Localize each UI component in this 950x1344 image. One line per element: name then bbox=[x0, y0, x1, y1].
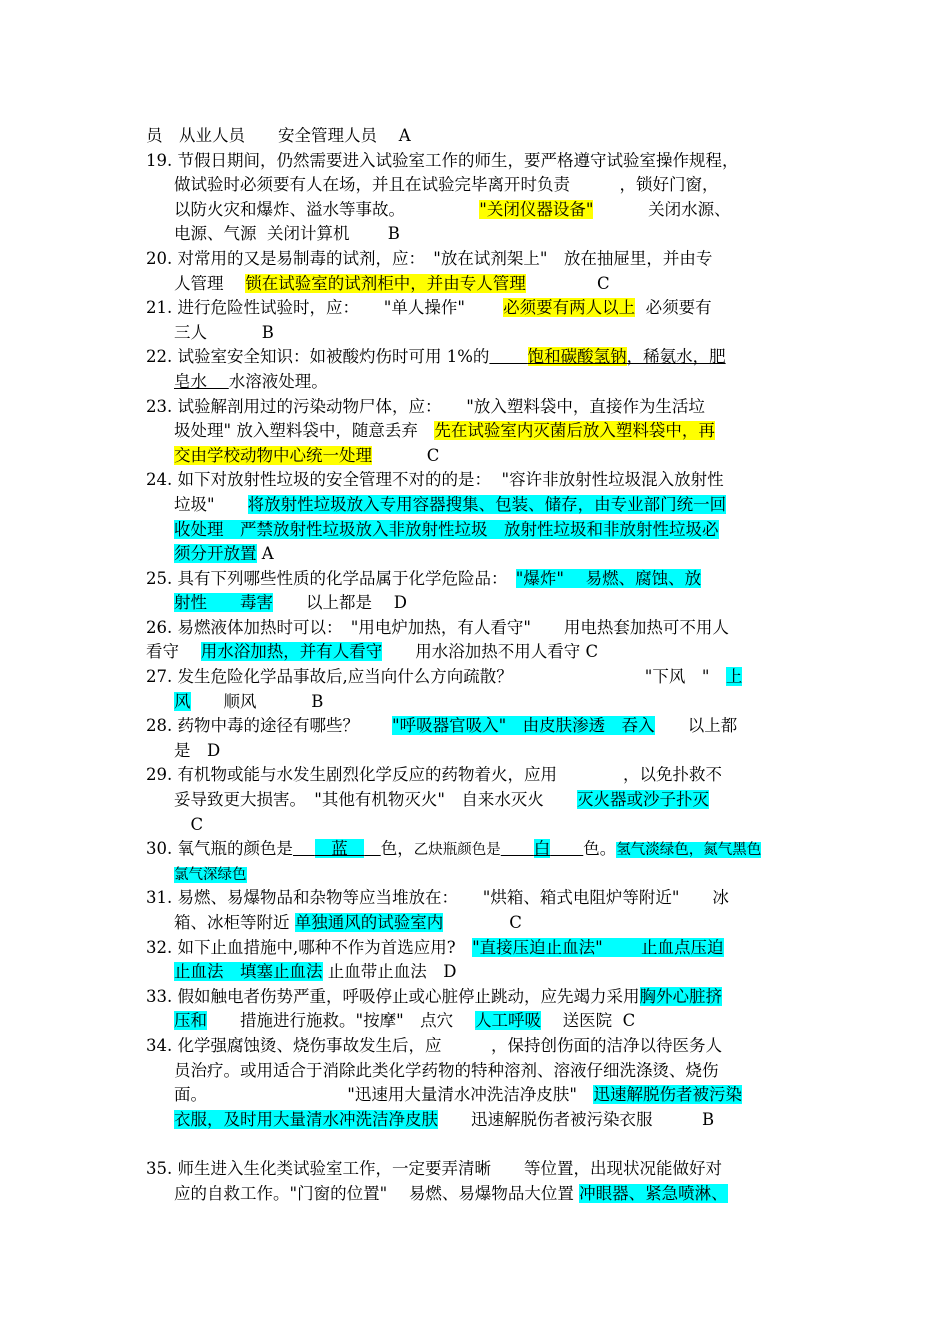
highlighted-answer: "关闭仪器设备" bbox=[479, 199, 594, 219]
text-line bbox=[146, 419, 818, 444]
text-line bbox=[146, 665, 818, 690]
line-segment: A bbox=[256, 544, 274, 564]
line-segment: 28. 药物中毒的途径有哪些？ bbox=[146, 716, 392, 736]
highlighted-answer: 压和 bbox=[174, 1011, 207, 1031]
text-line bbox=[146, 862, 818, 887]
highlighted-answer: 蓝 bbox=[314, 839, 365, 859]
line-segment: 乙炔瓶颜色是 bbox=[413, 842, 501, 859]
highlighted-answer: 收处理 严禁放射性垃圾放入非放射性垃圾 放射性垃圾和非放射性垃圾必 bbox=[174, 519, 719, 539]
highlighted-answer: 止血法 填塞止血法 bbox=[174, 962, 323, 982]
text-line bbox=[146, 714, 818, 739]
text-line bbox=[146, 370, 818, 395]
highlighted-answer: 必须要有两人以上 bbox=[503, 298, 636, 318]
line-segment: 以上都 bbox=[654, 716, 738, 736]
line-segment bbox=[364, 839, 381, 858]
highlighted-answer: 灭火器或沙子扑灭 bbox=[576, 790, 709, 810]
document-body bbox=[146, 124, 818, 1206]
highlighted-answer: "直接压迫止血法" 止血点压迫 bbox=[472, 937, 724, 957]
line-segment: 顺风 B bbox=[190, 691, 324, 711]
highlighted-answer: 白 bbox=[533, 839, 551, 859]
line-segment: 迅速解脱伤者被污染衣服 B bbox=[438, 1109, 715, 1129]
line-segment: 关闭水源、 bbox=[593, 199, 731, 219]
line-segment: 34. 化学强腐蚀烫、烧伤事故发生后，应 ，保持创伤面的洁净以待医务人 bbox=[146, 1035, 722, 1055]
text-line bbox=[146, 1009, 818, 1034]
text-line bbox=[146, 542, 818, 567]
line-segment: 圾处理" 放入塑料袋中，随意丢弃 bbox=[174, 421, 435, 441]
line-segment: 色。 bbox=[583, 839, 617, 859]
text-line bbox=[146, 345, 818, 370]
line-segment: ，稀氨水，肥 bbox=[626, 347, 726, 367]
line-segment: C bbox=[372, 445, 440, 465]
text-line bbox=[146, 1108, 818, 1133]
line-segment: 垃圾" bbox=[174, 494, 248, 514]
highlighted-answer: 单独通风的试验室内 bbox=[294, 913, 444, 932]
line-segment: 以上都是 D bbox=[273, 593, 407, 613]
line-segment: 20. 对常用的又是易制毒的试剂，应： "放在试剂架上" 放在抽屉里，并由专 bbox=[146, 248, 713, 268]
highlighted-answer: 冲眼器、紧急喷淋、 bbox=[579, 1183, 728, 1203]
text-line bbox=[146, 395, 818, 420]
text-line bbox=[146, 1059, 818, 1084]
line-segment: 措施进行施救。"按摩" 点穴 bbox=[207, 1011, 475, 1031]
text-line bbox=[146, 173, 818, 198]
text-line bbox=[146, 985, 818, 1010]
line-segment bbox=[501, 839, 534, 858]
text-line bbox=[146, 690, 818, 715]
highlighted-answer: 须分开放置 bbox=[174, 544, 257, 564]
text-line bbox=[146, 468, 818, 493]
text-line bbox=[146, 149, 818, 174]
line-segment: 色， bbox=[380, 839, 414, 859]
highlighted-answer: 衣服，及时用大量清水冲洗洁净皮肤 bbox=[174, 1109, 438, 1129]
line-segment: 35. 师生进入生化类试验室工作，一定要弄清晰 等位置，出现状况能做好对 bbox=[146, 1158, 722, 1178]
line-segment: 23. 试验解剖用过的污染动物尸体，应： "放入塑料袋中，直接作为生活垃 bbox=[146, 396, 705, 416]
text-line bbox=[146, 739, 818, 764]
line-segment: 27. 发生危险化学品事故后,应当向什么方向疏散？ "下风 " bbox=[146, 667, 726, 687]
text-line bbox=[146, 837, 818, 862]
line-segment: 皂水 bbox=[174, 371, 229, 391]
line-segment: 22. 试验室安全知识：如被酸灼伤时可用 1%的 bbox=[146, 347, 490, 367]
line-segment: 29. 有机物或能与水发生剧烈化学反应的药物着火，应用 ，以免扑救不 bbox=[146, 765, 722, 785]
line-segment: 员 从业人员 安全管理人员 A bbox=[146, 126, 411, 145]
highlighted-answer: 饱和碳酸氢钠 bbox=[527, 347, 627, 367]
text-line bbox=[146, 518, 818, 543]
highlighted-answer: 氯气深绿色 bbox=[174, 866, 247, 883]
line-segment: 32. 如下止血措施中,哪种不作为首选应用? bbox=[146, 937, 473, 957]
text-line bbox=[146, 763, 818, 788]
line-segment: 必须要有 bbox=[635, 298, 712, 318]
highlighted-answer: 人工呼吸 bbox=[474, 1011, 541, 1031]
highlighted-answer: 射性 毒害 bbox=[174, 593, 273, 613]
text-line bbox=[146, 1034, 818, 1059]
line-segment: 应的自救工作。"门窗的位置" 易燃、易爆物品大位置 bbox=[174, 1183, 580, 1203]
highlighted-answer: 风 bbox=[174, 691, 191, 711]
text-line bbox=[146, 444, 818, 469]
text-line bbox=[146, 493, 818, 518]
line-segment: 箱、冰柜等附近 bbox=[174, 913, 295, 932]
highlighted-answer: 氢气淡绿色，氮气黑色 bbox=[616, 842, 762, 859]
text-line bbox=[146, 567, 818, 592]
text-line bbox=[146, 1083, 818, 1108]
line-segment: 21. 进行危险性试验时，应： "单人操作" bbox=[146, 298, 504, 318]
text-line bbox=[146, 222, 818, 247]
line-segment: 止血带止血法 D bbox=[322, 962, 457, 982]
highlighted-answer: 锁在试验室的试剂柜中，并由专人管理 bbox=[245, 273, 526, 293]
line-segment: 25. 具有下列哪些性质的化学品属于化学危险品： bbox=[146, 568, 516, 588]
text-line bbox=[146, 198, 818, 223]
text-line bbox=[146, 640, 818, 665]
line-segment: 24. 如下对放射性垃圾的安全管理不对的的是： "容许非放射性垃圾混入放射性 bbox=[146, 470, 724, 490]
text-line bbox=[146, 788, 818, 813]
line-segment: 是 D bbox=[174, 740, 221, 760]
highlighted-answer: 将放射性垃圾放入专用容器搜集、包装、储存，由专业部门统一回 bbox=[247, 494, 727, 514]
line-segment bbox=[489, 347, 527, 366]
highlighted-answer: 先在试验室内灭菌后放入塑料袋中，再 bbox=[434, 421, 715, 441]
line-segment bbox=[550, 839, 583, 858]
text-line bbox=[146, 886, 818, 911]
text-line bbox=[146, 813, 818, 838]
text-line bbox=[146, 911, 818, 936]
line-segment: 用水浴加热不用人看守 C bbox=[382, 642, 599, 662]
line-segment: 人管理 bbox=[174, 273, 246, 293]
line-segment: 三人 B bbox=[174, 322, 274, 342]
highlighted-answer: "呼吸器官吸入" 由皮肤渗透 吞入 bbox=[392, 716, 655, 736]
line-segment bbox=[293, 839, 315, 858]
text-line bbox=[146, 296, 818, 321]
line-segment: C bbox=[174, 814, 204, 834]
line-segment: 水溶液处理。 bbox=[228, 371, 328, 391]
highlighted-answer: 用水浴加热，并有人看守 bbox=[200, 642, 383, 662]
line-segment: 19. 节假日期间，仍然需要进入试验室工作的师生，要严格遵守试验室操作规程， bbox=[146, 150, 739, 170]
line-segment: 以防火灾和爆炸、溢水等事故。 bbox=[174, 199, 480, 219]
highlighted-answer: 上 bbox=[725, 667, 743, 687]
text-line bbox=[146, 272, 818, 297]
line-segment: 30. 氧气瓶的颜色是 bbox=[146, 839, 293, 859]
line-segment: C bbox=[525, 273, 610, 293]
line-segment: 31. 易燃、易爆物品和杂物等应当堆放在： "烘箱、箱式电阻炉等附近" 冰 bbox=[146, 888, 729, 908]
text-line bbox=[146, 936, 818, 961]
highlighted-answer: 迅速解脱伤者被污染 bbox=[593, 1085, 742, 1105]
text-line bbox=[146, 1157, 818, 1182]
text-line bbox=[146, 960, 818, 985]
text-line bbox=[146, 591, 818, 616]
line-segment: 做试验时必须要有人在场，并且在试验完毕离开时负责 ，锁好门窗， bbox=[174, 175, 719, 195]
line-segment: 送医院 C bbox=[540, 1011, 636, 1031]
highlighted-answer: 交由学校动物中心统一处理 bbox=[174, 445, 372, 465]
line-segment: 26. 易燃液体加热时可以： "用电炉加热，有人看守" 用电热套加热可不用人 bbox=[146, 617, 729, 637]
text-line bbox=[146, 124, 818, 149]
line-segment: 电源、气源 关闭计算机 B bbox=[174, 224, 400, 244]
highlighted-answer: "爆炸" 易燃、腐蚀、放 bbox=[515, 568, 702, 588]
line-segment: 妥导致更大损害。 "其他有机物灭火" 自来水灭火 bbox=[174, 790, 577, 810]
text-line bbox=[146, 321, 818, 346]
text-line bbox=[146, 616, 818, 641]
text-line bbox=[146, 247, 818, 272]
line-segment: C bbox=[443, 913, 522, 932]
highlighted-answer: 胸外心脏挤 bbox=[639, 986, 722, 1006]
line-segment: 33. 假如触电者伤势严重，呼吸停止或心脏停止跳动，应先竭力采用 bbox=[146, 986, 640, 1006]
line-segment: 员治疗。或用适合于消除此类化学药物的特种溶剂、溶液仔细洗涤烫、烧伤 bbox=[174, 1060, 719, 1080]
text-line bbox=[146, 1182, 818, 1207]
blank-line bbox=[146, 1132, 818, 1157]
line-segment: 看守 bbox=[146, 642, 201, 662]
line-segment: 面。 "迅速用大量清水冲洗洁净皮肤" bbox=[174, 1085, 594, 1105]
